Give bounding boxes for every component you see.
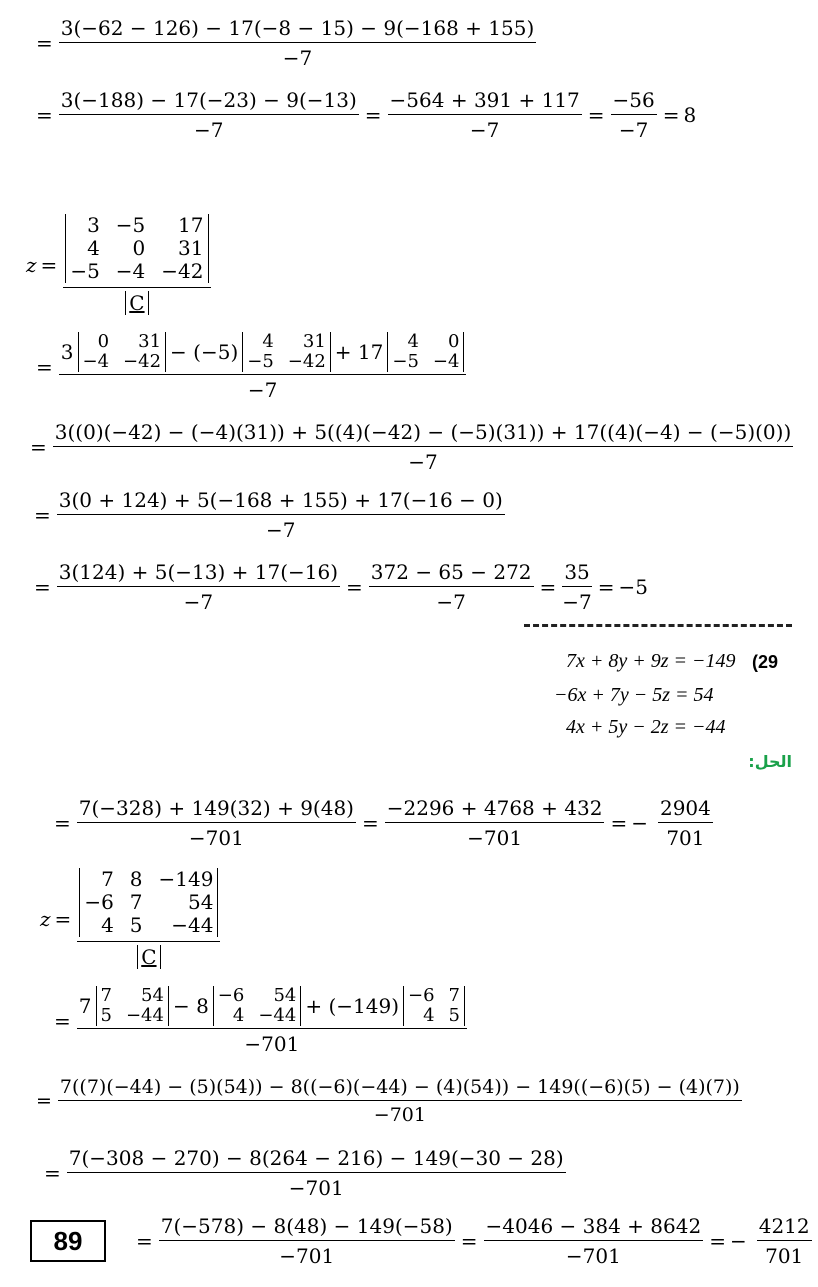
- matrix-cell: 0: [132, 236, 146, 260]
- matrix-cell: 7: [129, 890, 143, 914]
- matrix-cell: 4: [423, 1004, 435, 1026]
- matrix-cell: 5: [129, 913, 143, 937]
- cofactor-expansion: = 7 7 54 5 −44 − 8 −6 54 4 −44 + (−149) −6 7 4 5 −701: [54, 986, 473, 1056]
- matrix-cell: 31: [302, 331, 326, 352]
- matrix-cell: −5: [392, 350, 419, 372]
- matrix-cell: 8: [129, 867, 143, 891]
- matrix-cell: 4: [87, 236, 100, 260]
- page-number: 89: [30, 1220, 106, 1262]
- step-line: = $\frac{3(-188) - 17(-23) - 9(-13)}{-7}$ = $\frac{-564 + 391 + 117}{-7}$ = $\frac{-56}{-7}$ = 8: [36, 88, 697, 142]
- solution-label: الحل:: [748, 752, 792, 771]
- matrix-cell: 3: [87, 213, 100, 237]
- matrix-cell: 31: [178, 236, 204, 260]
- det-c: C: [125, 291, 148, 315]
- matrix-cell: 5: [100, 1004, 112, 1026]
- matrix-cell: 0: [448, 331, 460, 352]
- matrix-cell: 54: [273, 985, 297, 1006]
- matrix-cell: 17: [178, 213, 204, 237]
- matrix-cell: −4: [432, 350, 460, 372]
- matrix-cell: 7: [101, 867, 114, 891]
- step-line: = $\frac{7(-308 - 270) - 8(264 - 216) - 149(-30 - 28)}{-701}$: [44, 1146, 564, 1200]
- step-line: = $\frac{3(0 + 124) + 5(-168 + 155) + 17(-16 - 0)}{-7}$: [34, 488, 503, 542]
- matrix-cell: −6: [217, 985, 245, 1006]
- minor-matrix: [213, 986, 302, 1026]
- matrix-cell: −5: [70, 259, 100, 283]
- matrix-cell: −149: [158, 867, 214, 891]
- dashed-separator: [524, 624, 792, 627]
- result: 8: [683, 103, 697, 127]
- matrix-cell: 4: [232, 1004, 245, 1026]
- matrix-cell: −4: [82, 350, 110, 372]
- det-c: C: [137, 945, 160, 969]
- matrix-cell: −44: [258, 1004, 297, 1026]
- determinant-matrix: [65, 214, 208, 283]
- matrix-cell: 7: [448, 985, 460, 1006]
- step-line: = $\frac{7(-328) + 149(32) + 9(48)}{-701}$ = $\frac{-2296 + 4768 + 432}{-701}$ = − $\frac{2904}{701}$: [54, 796, 711, 850]
- matrix-cell: −6: [84, 890, 114, 914]
- matrix-cell: −42: [123, 350, 162, 372]
- matrix-cell: 5: [448, 1004, 460, 1026]
- matrix-cell: −5: [247, 350, 274, 372]
- step-line: = $\frac{7(-578) - 8(48) - 149(-58)}{-701}$ = $\frac{-4046 - 384 + 8642}{-701}$ = − $\frac{4212}{701}$: [136, 1214, 810, 1268]
- minor-matrix: [403, 986, 465, 1026]
- fraction: $\frac{3(-62 - 126) - 17(-8 - 15) - 9(-168 + 155)}{-7}$: [60, 16, 535, 70]
- result: −5: [618, 575, 649, 599]
- z-cramer: z = 7 8 −149 −6 7 54 4 5 −44 C: [40, 868, 226, 969]
- z-cramer: z = 3 −5 17 4 0 31 −5 −4 −42 C: [26, 214, 217, 315]
- matrix-cell: −6: [408, 985, 435, 1006]
- matrix-cell: −44: [171, 913, 214, 937]
- matrix-cell: −42: [287, 350, 326, 372]
- matrix-cell: 54: [141, 985, 164, 1006]
- equation-2: −6x + 7y − 5z = 54: [554, 684, 714, 706]
- step-line: = $\frac{3(124) + 5(-13) + 17(-16)}{-7}$ = $\frac{372 - 65 - 272}{-7}$ = $\frac{35}{-7}$ = −5: [34, 560, 649, 614]
- determinant-matrix: [79, 868, 218, 937]
- step-line: = 7((7)(−44) − (5)(54)) − 8((−6)(−44) − (4)(54)) − 149((−6)(5) − (4)(7)) −701: [36, 1076, 740, 1126]
- equation-1: 7x + 8y + 9z = −149: [566, 650, 736, 672]
- step-line: = 3((0)(−42) − (−4)(31)) + 5((4)(−42) − (−5)(31)) + 17((4)(−4) − (−5)(0)) −7: [30, 420, 792, 474]
- matrix-cell: −5: [115, 213, 146, 237]
- minor-matrix: [242, 332, 331, 372]
- matrix-cell: 7: [100, 985, 112, 1006]
- matrix-cell: 4: [101, 913, 114, 937]
- problem-number: (29: [752, 652, 779, 672]
- matrix-cell: −4: [115, 259, 146, 283]
- cofactor-expansion: = 3 0 31 −4 −42 − (−5) 4 31 −5 −42 + 17 4 0 −5 −4 −7: [36, 332, 472, 402]
- matrix-cell: 4: [407, 331, 419, 352]
- minor-matrix: [387, 332, 464, 372]
- minor-matrix: [78, 332, 167, 372]
- step-line: = $\frac{3(-62 - 126) - 17(-8 - 15) - 9(-168 + 155)}{-7}$: [36, 16, 535, 70]
- matrix-cell: −44: [125, 1004, 164, 1026]
- matrix-cell: −42: [161, 259, 204, 283]
- matrix-cell: 54: [188, 890, 214, 914]
- matrix-cell: 4: [262, 331, 274, 352]
- matrix-cell: 31: [138, 331, 162, 352]
- equation-3: 4x + 5y − 2z = −44: [566, 716, 726, 738]
- minor-matrix: [96, 986, 169, 1026]
- matrix-cell: 0: [97, 331, 110, 352]
